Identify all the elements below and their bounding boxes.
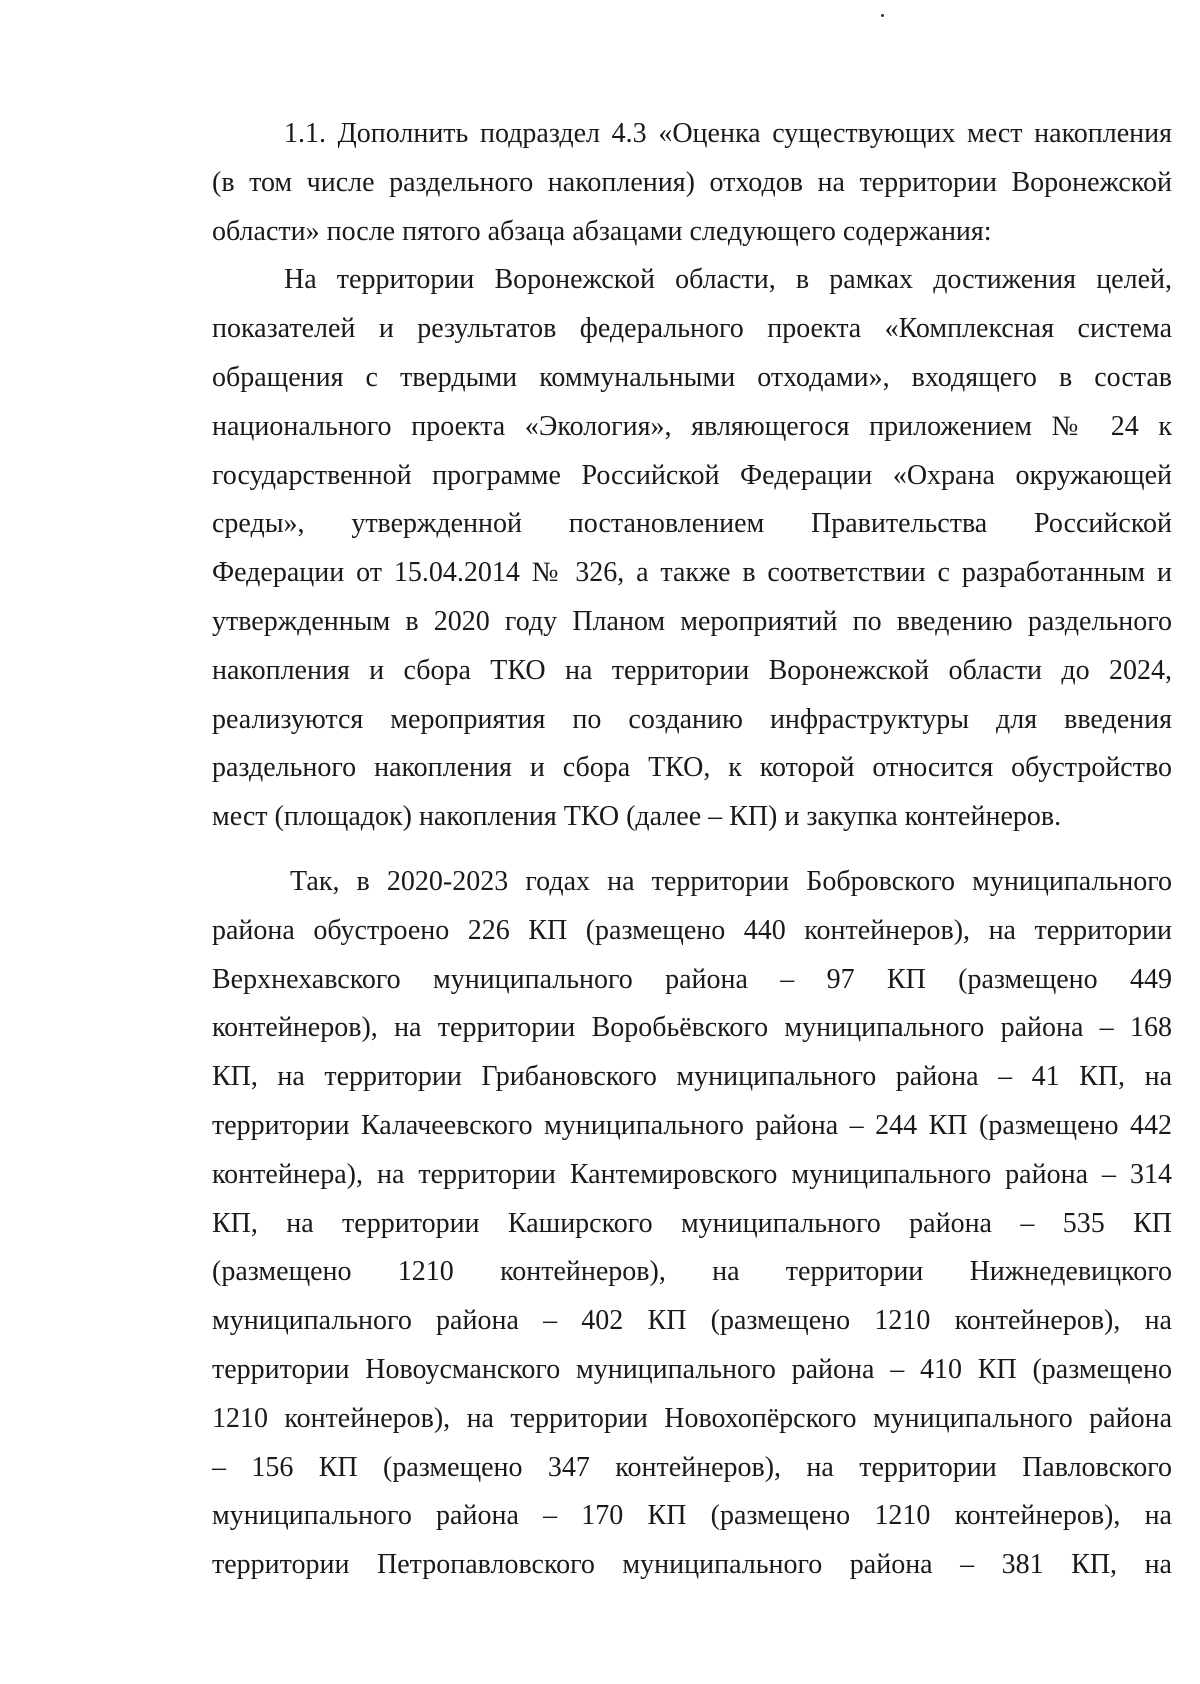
text-line: контейнеров), на территории Воробьёвского муниципального района – 168 [212,1012,1172,1044]
text-line: Федерации от 15.04.2014 № 326, а также в соответствии с разработанным и [212,557,1172,589]
text-line: КП, на территории Грибановского муниципального района – 41 КП, на [212,1061,1172,1093]
paragraph-infrastructure [212,256,1172,842]
text-line: обращения с твердыми коммунальными отходами», входящего в состав [212,361,1172,393]
text-line: КП, на территории Каширского муниципального района – 535 КП [212,1207,1172,1239]
text-line: Так, в 2020-2023 годах на территории Бобровского муниципального [290,865,1172,897]
text-line: территории Калачеевского муниципального района – 244 КП (размещено 442 [212,1109,1172,1141]
text-line: Верхнехавского муниципального района – 97 КП (размещено 449 [212,963,1172,995]
text-line: На территории Воронежской области, в рамках достижения целей, [284,264,1172,296]
scan-artifact-dot [881,14,884,17]
paragraph-amendment [212,110,1172,256]
text-line: контейнера), на территории Кантемировского муниципального района – 314 [212,1158,1172,1190]
text-line: 1210 контейнеров), на территории Новохопёрского муниципального района [212,1402,1172,1434]
paragraph-district-statistics [212,858,1172,1590]
text-line: района обустроено 226 КП (размещено 440 контейнеров), на территории [212,914,1172,946]
text-line: территории Петропавловского муниципального района – 381 КП, на [212,1549,1172,1581]
text-line: области» после пятого абзаца абзацами следующего содержания: [212,215,992,247]
text-line: среды», утвержденной постановлением Правительства Российской [212,508,1172,540]
text-line: реализуются мероприятия по созданию инфраструктуры для введения [212,703,1172,735]
text-line: накопления и сбора ТКО на территории Воронежской области до 2024, [212,654,1172,686]
text-line: раздельного накопления и сбора ТКО, к которой относится обустройство [212,752,1172,784]
paragraph-spacer [212,842,1172,858]
text-line: муниципального района – 170 КП (размещено 1210 контейнеров), на [212,1500,1172,1532]
text-line: утвержденным в 2020 году Планом мероприятий по введению раздельного [212,605,1172,637]
text-line: муниципального района – 402 КП (размещено 1210 контейнеров), на [212,1305,1172,1337]
text-line: национального проекта «Экология», являющегося приложением № 24 к [212,410,1172,442]
text-line: 1.1. Дополнить подраздел 4.3 «Оценка существующих мест накопления [284,118,1172,149]
text-line: – 156 КП (размещено 347 контейнеров), на территории Павловского [212,1451,1172,1483]
text-line: (в том числе раздельного накопления) отходов на территории Воронежской [212,166,1172,198]
document-page [212,110,1172,1590]
text-line: показателей и результатов федерального проекта «Комплексная система [212,313,1172,345]
text-line: государственной программе Российской Федерации «Охрана окружающей [212,459,1172,491]
text-line: (размещено 1210 контейнеров), на территории Нижнедевицкого [212,1256,1172,1288]
text-line: мест (площадок) накопления ТКО (далее – КП) и закупка контейнеров. [212,801,1062,833]
text-line: территории Новоусманского муниципального района – 410 КП (размещено [212,1353,1172,1385]
